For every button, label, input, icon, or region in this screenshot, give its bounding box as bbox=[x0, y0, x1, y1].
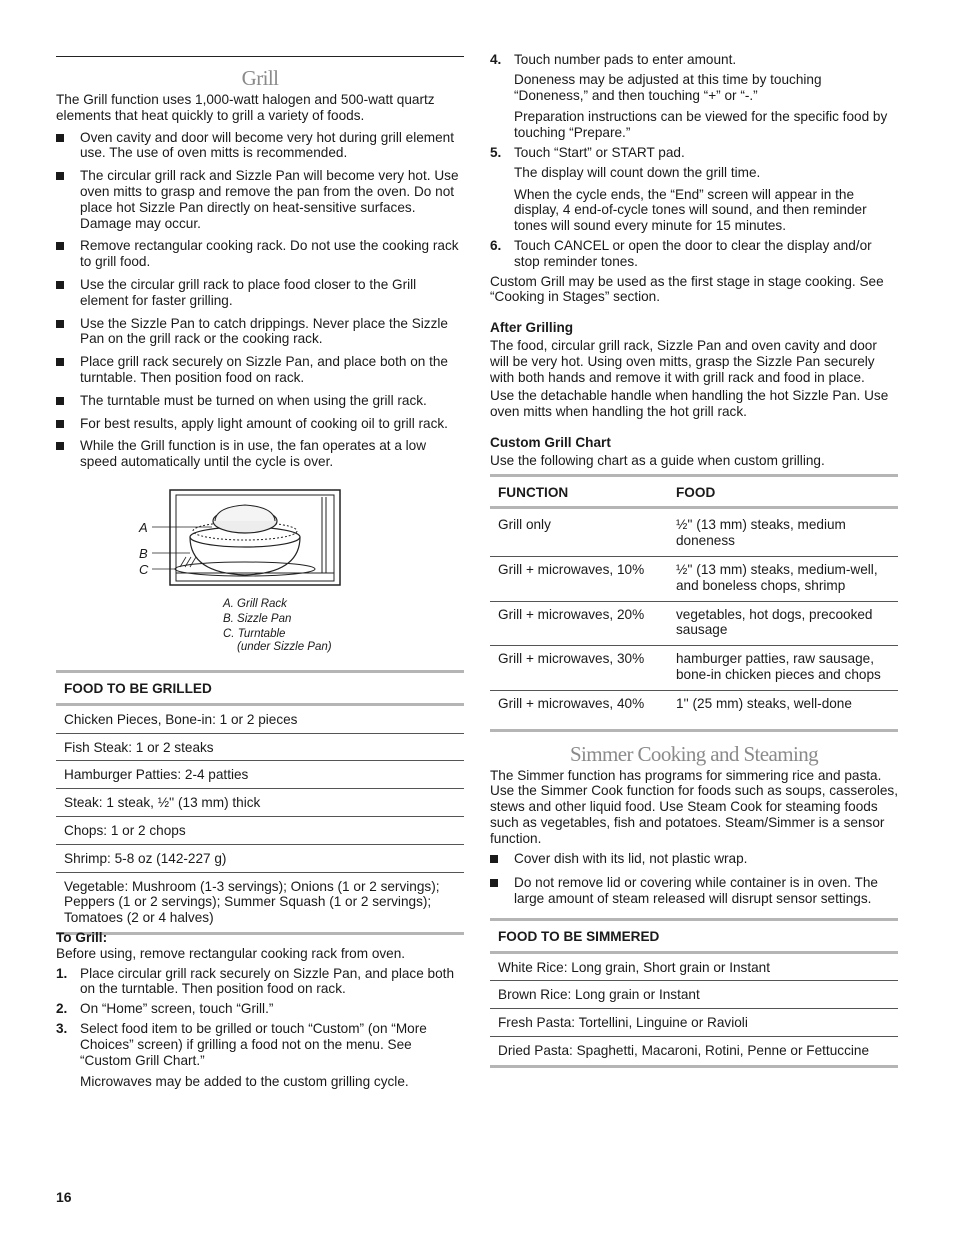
to-grill-steps bbox=[56, 966, 464, 1091]
grill-intro: The Grill function uses 1,000-watt halogen and 500-watt quartz elements that heat quickly to grill a variety of foods. bbox=[56, 92, 435, 123]
bullet-item: Remove rectangular cooking rack. Do not use the cooking rack to grill food. bbox=[56, 238, 464, 270]
step-text: Place circular grill rack securely on Sizzle Pan, and place both on the turntable. Then position food on rack. bbox=[80, 965, 455, 997]
step-extra: Preparation instructions can be viewed for the specific food by touching “Prepare.” bbox=[514, 109, 888, 141]
step-text: Select food item to be grilled or touch “Custom” (on “More Choices” screen) if grilling a food not on the menu. See “Custom Grill Chart.” bbox=[80, 1020, 427, 1068]
table-row bbox=[490, 508, 898, 557]
function-cell: Grill + microwaves, 40% bbox=[490, 690, 668, 730]
table-row bbox=[490, 690, 898, 730]
step-item bbox=[56, 1001, 464, 1017]
custom-grill-table bbox=[490, 474, 898, 732]
function-cell: Grill + microwaves, 30% bbox=[490, 646, 668, 691]
label-c: C bbox=[139, 562, 149, 577]
food-grilled-table-wrap bbox=[56, 670, 464, 935]
function-cell: Grill + microwaves, 20% bbox=[490, 601, 668, 646]
food-cell: vegetables, hot dogs, precooked sausage bbox=[668, 601, 898, 646]
bullet-item: Use the circular grill rack to place food closer to the Grill element for faster grilling. bbox=[56, 277, 464, 309]
step-item bbox=[56, 1021, 464, 1090]
bullet-item: Cover dish with its lid, not plastic wrap. bbox=[490, 851, 898, 867]
step-text: On “Home” screen, touch “Grill.” bbox=[80, 1001, 274, 1017]
table-row bbox=[490, 1009, 898, 1037]
table-cell: Brown Rice: Long grain or Instant bbox=[490, 981, 898, 1009]
table-row bbox=[490, 556, 898, 601]
step-text: Touch CANCEL or open the door to clear the display and/or stop reminder tones. bbox=[514, 237, 872, 269]
left-column bbox=[56, 66, 464, 470]
table-header: FOOD TO BE SIMMERED bbox=[490, 919, 898, 952]
caption-c-note: (under Sizzle Pan) bbox=[237, 641, 332, 653]
grill-bullets bbox=[56, 130, 464, 470]
function-cell: Grill only bbox=[490, 508, 668, 557]
table-cell: Hamburger Patties: 2-4 patties bbox=[56, 761, 464, 789]
table-row bbox=[56, 872, 464, 933]
simmer-bullets bbox=[490, 851, 898, 906]
table-cell: Fresh Pasta: Tortellini, Linguine or Ravioli bbox=[490, 1009, 898, 1037]
to-grill-intro: Before using, remove rectangular cooking rack from oven. bbox=[56, 945, 406, 961]
col-function-header: FUNCTION bbox=[490, 475, 668, 508]
table-row bbox=[56, 761, 464, 789]
table-cell: White Rice: Long grain, Short grain or Instant bbox=[490, 952, 898, 981]
grill-steps-continued bbox=[490, 52, 898, 270]
bullet-item: The turntable must be turned on when using the grill rack. bbox=[56, 393, 464, 409]
step-number: 2. bbox=[56, 1001, 68, 1017]
step-number: 6. bbox=[490, 237, 502, 253]
table-row bbox=[490, 601, 898, 646]
step-extra: When the cycle ends, the “End” screen will appear in the display, 4 end-of-cycle tones will sound, and then reminder tones will sound every minute for 15 minutes. bbox=[514, 186, 867, 234]
table-row bbox=[56, 733, 464, 761]
step-item bbox=[56, 966, 464, 998]
bullet-item: Use the Sizzle Pan to catch drippings. Never place the Sizzle Pan on the grill rack or the cooking rack. bbox=[56, 316, 464, 348]
after-grilling-p2: Use the detachable handle when handling the hot Sizzle Pan. Use oven mitts when handling the hot grill rack. bbox=[490, 388, 889, 420]
table-header: FOOD TO BE GRILLED bbox=[56, 672, 464, 705]
table-row bbox=[490, 952, 898, 981]
caption-a: A. Grill Rack bbox=[223, 598, 287, 610]
step-extra: Microwaves may be added to the custom grilling cycle. bbox=[80, 1074, 409, 1090]
food-cell: ½'' (13 mm) steaks, medium-well, and boneless chops, shrimp bbox=[668, 556, 898, 601]
step-number: 4. bbox=[490, 52, 502, 67]
step-extra: Doneness may be adjusted at this time by touching “Doneness,” and then touching “+” or “-.” bbox=[514, 71, 822, 103]
food-cell: ½'' (13 mm) steaks, medium doneness bbox=[668, 508, 898, 557]
page-number: 16 bbox=[56, 1189, 72, 1205]
table-cell: Chicken Pieces, Bone-in: 1 or 2 pieces bbox=[56, 704, 464, 733]
food-simmered-table bbox=[490, 918, 898, 1068]
step-number: 1. bbox=[56, 965, 68, 981]
label-a: A bbox=[139, 520, 148, 535]
table-row bbox=[490, 646, 898, 691]
caption-c: C. Turntable bbox=[223, 628, 286, 640]
step-item bbox=[490, 145, 898, 234]
to-grill-section bbox=[56, 930, 464, 1090]
bullet-item: While the Grill function is in use, the fan operates at a low speed automatically until the cycle is over. bbox=[56, 438, 464, 470]
label-b: B bbox=[139, 546, 148, 561]
step-number: 3. bbox=[56, 1020, 68, 1036]
bullet-item: For best results, apply light amount of cooking oil to grill rack. bbox=[56, 416, 464, 432]
food-grilled-table bbox=[56, 670, 464, 935]
step-item bbox=[490, 52, 898, 141]
step-number: 5. bbox=[490, 144, 502, 160]
table-cell: Chops: 1 or 2 chops bbox=[56, 816, 464, 844]
step-text: Touch “Start” or START pad. bbox=[514, 144, 685, 160]
col-food-header: FOOD bbox=[668, 475, 898, 508]
simmer-title: Simmer Cooking and Steaming bbox=[569, 741, 819, 766]
to-grill-heading: To Grill: bbox=[56, 930, 108, 945]
table-row bbox=[56, 844, 464, 872]
top-rule bbox=[56, 56, 464, 57]
table-cell: Vegetable: Mushroom (1-3 servings); Onions (1 or 2 servings); Peppers (1 or 2 servings); Summer Squash (1 or 2 servings); Tomatoes (2 or 4 halves) bbox=[56, 872, 464, 933]
after-grilling-heading: After Grilling bbox=[490, 320, 574, 336]
custom-chart-heading: Custom Grill Chart bbox=[490, 434, 611, 450]
bullet-item: Do not remove lid or covering while container is in oven. The large amount of steam released will disrupt sensor settings. bbox=[490, 875, 898, 907]
oven-illustration bbox=[130, 485, 390, 595]
simmer-intro: The Simmer function has programs for simmering rice and pasta. Use the Simmer Cook function for foods such as soups, casseroles, stews and other liquid food. Use Steam Cook for steaming foods such as vegetables, fish and potatoes. Steam/Simmer is a sensor function. bbox=[490, 767, 898, 846]
after-grilling-p1: The food, circular grill rack, Sizzle Pan and oven cavity and door will be very hot. Using oven mitts, grasp the Sizzle Pan securely with both hands and remove it with grill rack and food in place. bbox=[490, 337, 877, 385]
table-row bbox=[56, 704, 464, 733]
function-cell: Grill + microwaves, 10% bbox=[490, 556, 668, 601]
table-cell: Steak: 1 steak, ½'' (13 mm) thick bbox=[56, 789, 464, 817]
step-extra: The display will count down the grill time. bbox=[514, 164, 761, 180]
table-cell: Fish Steak: 1 or 2 steaks bbox=[56, 733, 464, 761]
grill-diagram bbox=[130, 485, 390, 660]
table-row bbox=[490, 1037, 898, 1067]
food-cell: 1'' (25 mm) steaks, well-done bbox=[668, 690, 898, 730]
bullet-item: Oven cavity and door will become very hot during grill element use. The use of oven mitts is recommended. bbox=[56, 130, 464, 162]
food-cell: hamburger patties, raw sausage, bone-in chicken pieces and chops bbox=[668, 646, 898, 691]
table-row bbox=[490, 981, 898, 1009]
bullet-item: Place grill rack securely on Sizzle Pan, and place both on the turntable. Then position food on rack. bbox=[56, 354, 464, 386]
bullet-item: The circular grill rack and Sizzle Pan will become very hot. Use oven mitts to grasp and remove the pan from the oven. Do not place hot Sizzle Pan directly on heat-sensitive surfaces. Damage may occur. bbox=[56, 168, 464, 231]
table-cell: Shrimp: 5-8 oz (142-227 g) bbox=[56, 844, 464, 872]
table-row bbox=[56, 816, 464, 844]
right-column bbox=[490, 52, 898, 1068]
grill-title: Grill bbox=[241, 66, 279, 90]
step-item bbox=[490, 238, 898, 270]
diagram-caption bbox=[223, 598, 332, 654]
custom-chart-intro: Use the following chart as a guide when custom grilling. bbox=[490, 452, 825, 468]
step-text: Touch number pads to enter amount. bbox=[514, 52, 737, 67]
custom-stage-note: Custom Grill may be used as the first stage in stage cooking. See “Cooking in Stages” section. bbox=[490, 273, 884, 305]
table-row bbox=[56, 789, 464, 817]
caption-b: B. Sizzle Pan bbox=[223, 613, 292, 625]
table-cell: Dried Pasta: Spaghetti, Macaroni, Rotini, Penne or Fettuccine bbox=[490, 1037, 898, 1067]
